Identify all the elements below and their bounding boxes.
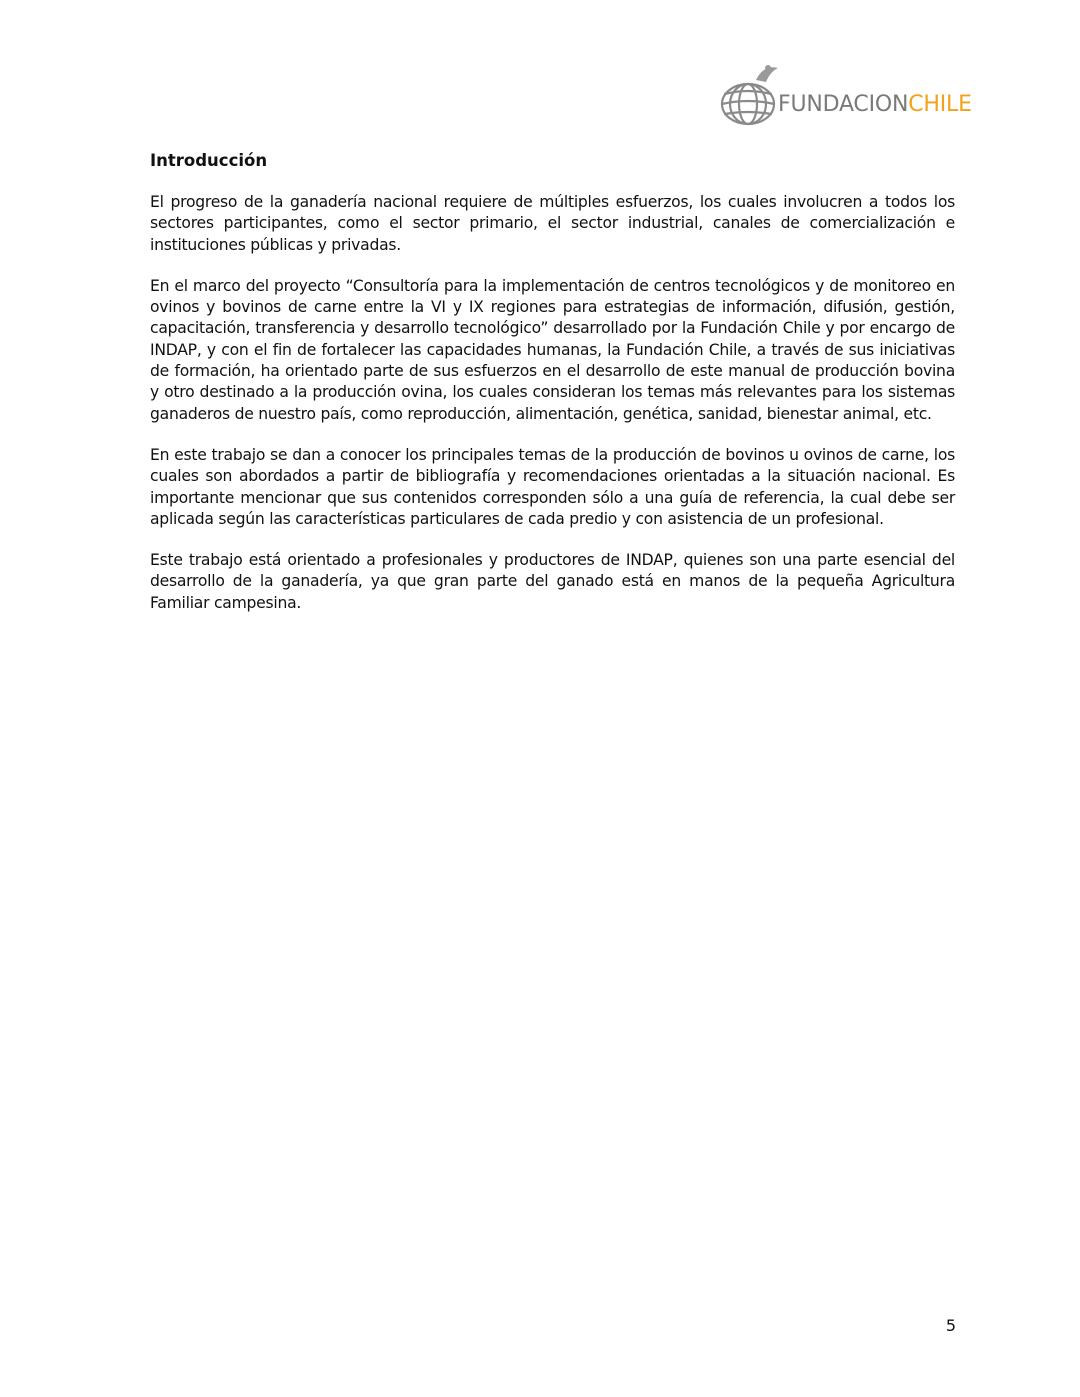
page-number: 5 [945,1316,956,1335]
paragraph-2: En el marco del proyecto “Consultoría para la implementación de centros tecnológicos y de monitoreo en ovinos y bovinos de carne entre la VI y IX regiones para estrategias de información, difusión, gestión, capacitación, transferencia y desarrollo tecnológico” desarrollado por la Fundación Chile y por encargo de INDAP, y con el fin de fortalecer las capacidades humanas, la Fundación Chile, a través de sus iniciativas de formación, ha orientado parte de sus esfuerzos en el desarrollo de este manual de producción bovina y otro destinado a la producción ovina, los cuales consideran los temas más relevantes para los sistemas ganaderos de nuestro país, como reproducción, alimentación, genética, sanidad, bienestar animal, etc. [150,276,955,423]
fundacion-chile-logo [716,60,972,132]
document-body [150,150,955,634]
paragraph-1: El progreso de la ganadería nacional requiere de múltiples esfuerzos, los cuales involucren a todos los sectores participantes, como el sector primario, el sector industrial, canales de comercialización e instituciones públicas y privadas. [150,193,955,254]
logo-wordmark-part2: CHILE [908,92,972,117]
paragraph-3: En este trabajo se dan a conocer los principales temas de la producción de bovinos u ovinos de carne, los cuales son abordados a partir de bibliografía y recomendaciones orientadas a la situación nacional. Es importante mencionar que sus contenidos corresponden sólo a una guía de referencia, la cual debe ser aplicada según las características particulares de cada predio y con asistencia de un profesional. [150,445,955,528]
paragraph-4: Este trabajo está orientado a profesionales y productores de INDAP, quienes son una parte esencial del desarrollo de la ganadería, ya que gran parte del ganado está en manos de la pequeña Agricultura Familiar campesina. [150,551,955,612]
logo-wordmark-part1: FUNDACION [778,92,909,117]
logo-wordmark [778,92,972,118]
section-heading: Introducción [150,151,268,170]
